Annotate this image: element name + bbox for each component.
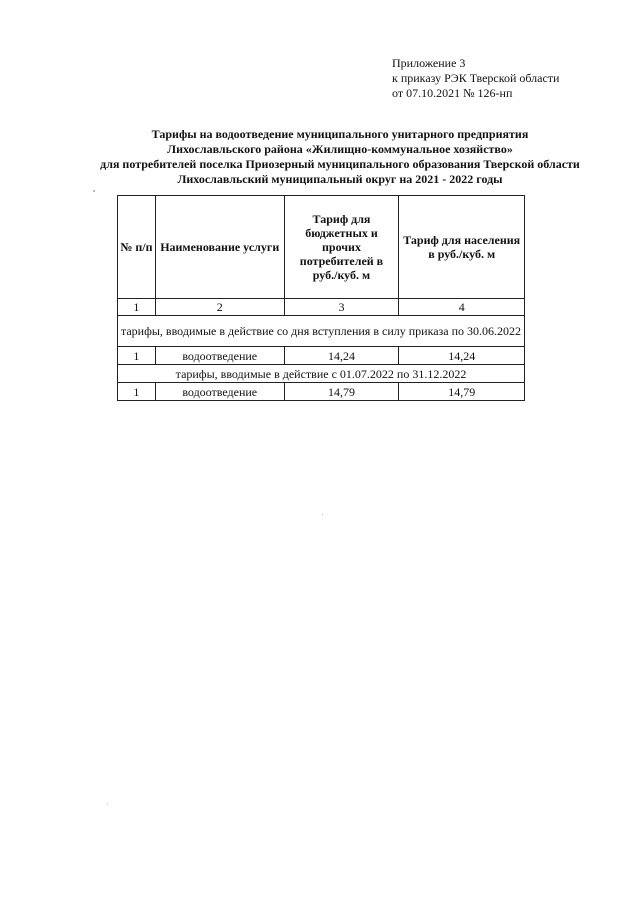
table-row xyxy=(118,347,525,365)
column-number: 4 xyxy=(399,299,525,316)
row-population-tariff: 14,79 xyxy=(399,383,525,401)
header-population-tariff: Тариф для населения в руб./куб. м xyxy=(399,196,525,299)
scan-speck xyxy=(322,514,323,515)
row-num: 1 xyxy=(118,347,156,365)
row-num: 1 xyxy=(118,383,156,401)
period-row xyxy=(118,365,525,383)
appendix-reference xyxy=(392,56,559,101)
column-number-row xyxy=(118,299,525,316)
title-line-3: для потребителей поселка Приозерный муниципального образования Тверской области xyxy=(100,157,580,171)
scan-speck xyxy=(107,803,108,804)
title-line-1: Тарифы на водоотведение муниципального унитарного предприятия xyxy=(151,127,529,141)
appendix-line-3: от 07.10.2021 № 126-нп xyxy=(392,86,513,100)
table-header-row xyxy=(118,196,525,299)
row-budget-tariff: 14,79 xyxy=(284,383,399,401)
appendix-line-2: к приказу РЭК Тверской области xyxy=(392,71,560,85)
header-budget-tariff: Тариф для бюджетных и прочих потребителей в руб./куб. м xyxy=(284,196,399,299)
header-service: Наименование услуги xyxy=(155,196,284,299)
column-number: 1 xyxy=(118,299,156,316)
appendix-line-1: Приложение 3 xyxy=(392,56,466,70)
tariff-table xyxy=(117,195,525,401)
scan-speck xyxy=(93,190,95,192)
title-line-2: Лихославльского района «Жилищно-коммунальное хозяйство» xyxy=(167,142,513,156)
title-line-4: Лихославльский муниципальный округ на 2021 - 2022 годы xyxy=(177,172,503,186)
document-title xyxy=(60,127,620,187)
column-number: 2 xyxy=(155,299,284,316)
column-number: 3 xyxy=(284,299,399,316)
period-row xyxy=(118,316,525,347)
row-service: водоотведение xyxy=(155,347,284,365)
table-row xyxy=(118,383,525,401)
period-label: тарифы, вводимые в действие с 01.07.2022 по 31.12.2022 xyxy=(118,365,525,383)
row-budget-tariff: 14,24 xyxy=(284,347,399,365)
period-label: тарифы, вводимые в действие со дня вступления в силу приказа по 30.06.2022 xyxy=(118,316,525,347)
row-population-tariff: 14,24 xyxy=(399,347,525,365)
row-service: водоотведение xyxy=(155,383,284,401)
header-num: № п/п xyxy=(118,196,156,299)
